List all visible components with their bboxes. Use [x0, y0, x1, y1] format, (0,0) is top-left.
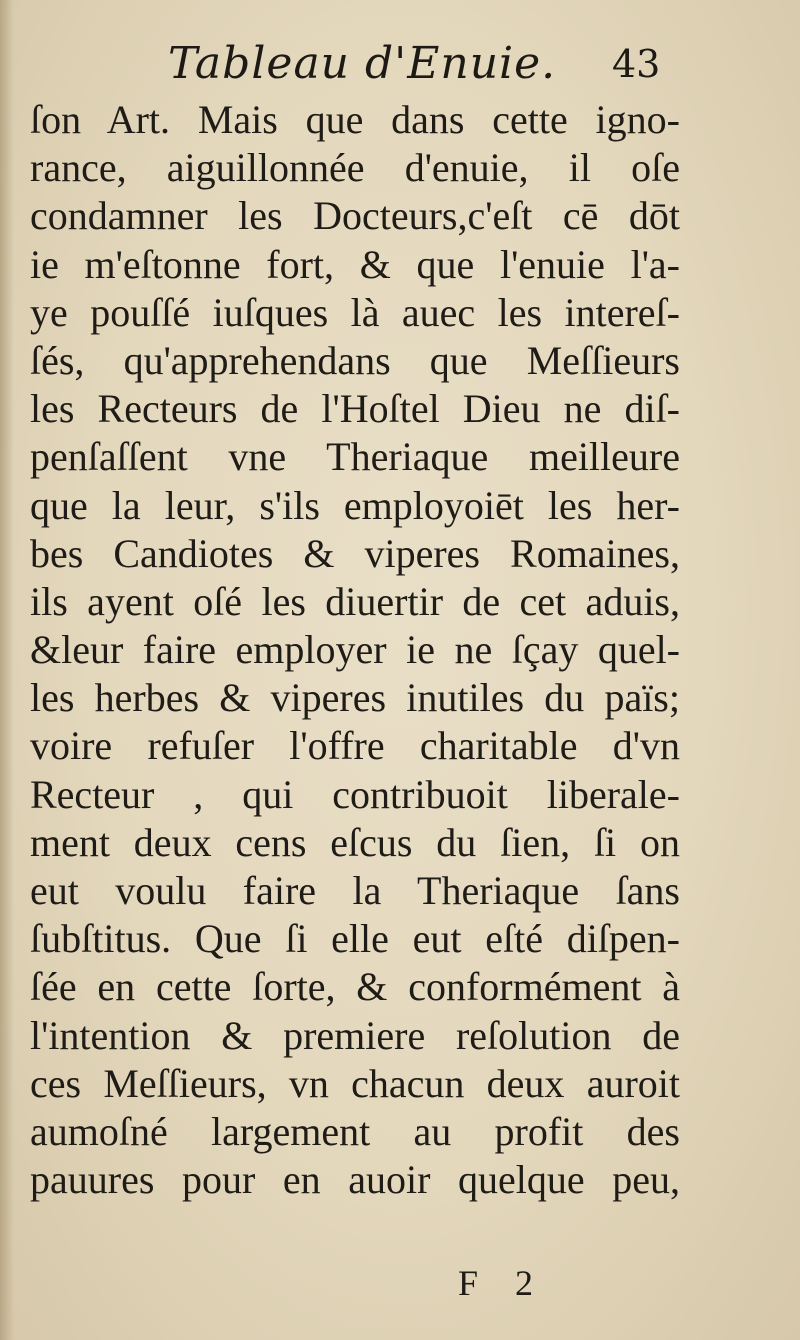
text-line: rance, aiguillonnée d'enuie, il oſe: [30, 145, 680, 191]
text-line: ment deux cens eſcus du ſien, ſi on: [30, 819, 680, 865]
text-line: ces Meſſieurs, vn chacun deux auroit: [30, 1060, 680, 1106]
page-gutter-shadow: [0, 0, 14, 1340]
page-header: [0, 38, 800, 98]
text-line: ie m'eſtonne fort, & que l'enuie l'a-: [30, 241, 680, 287]
signature-mark: F 2: [458, 1263, 548, 1303]
text-line: pauures pour en auoir quelque peu,: [30, 1157, 680, 1203]
text-line: ſubſtitus. Que ſi elle eut eſté diſpen-: [30, 916, 680, 962]
page-number: 43: [612, 42, 661, 86]
text-line: voire refuſer l'offre charitable d'vn: [30, 723, 680, 769]
text-line: ſée en cette ſorte, & conformément à: [30, 964, 680, 1010]
text-line: bes Candiotes & viperes Romaines,: [30, 530, 680, 576]
body-text: [30, 96, 680, 1204]
text-line: les herbes & viperes inutiles du païs;: [30, 675, 680, 721]
running-title: Tableau d'Enuie.: [168, 38, 557, 89]
text-line: aumoſné largement au profit des: [30, 1108, 680, 1154]
text-line: ils ayent oſé les diuertir de cet aduis,: [30, 578, 680, 624]
text-line: ye pouſſé iuſques là auec les intereſ-: [30, 289, 680, 335]
text-line: les Recteurs de l'Hoſtel Dieu ne diſ-: [30, 386, 680, 432]
text-line: condamner les Docteurs,c'eſt cē dōt: [30, 193, 680, 239]
text-line: eut voulu faire la Theriaque ſans: [30, 868, 680, 913]
text-line: penſaſſent vne Theriaque meilleure: [30, 434, 680, 480]
text-line: l'intention & premiere reſolution de: [30, 1012, 680, 1058]
text-line: ſés, qu'apprehendans que Meſſieurs: [30, 337, 680, 383]
text-line: &leur faire employer ie ne ſçay quel-: [30, 627, 680, 673]
text-line: que la leur, s'ils employoiēt les her-: [30, 482, 680, 528]
text-line: Recteur , qui contribuoit liberale-: [30, 771, 680, 817]
text-line: ſon Art. Mais que dans cette igno-: [30, 97, 680, 142]
